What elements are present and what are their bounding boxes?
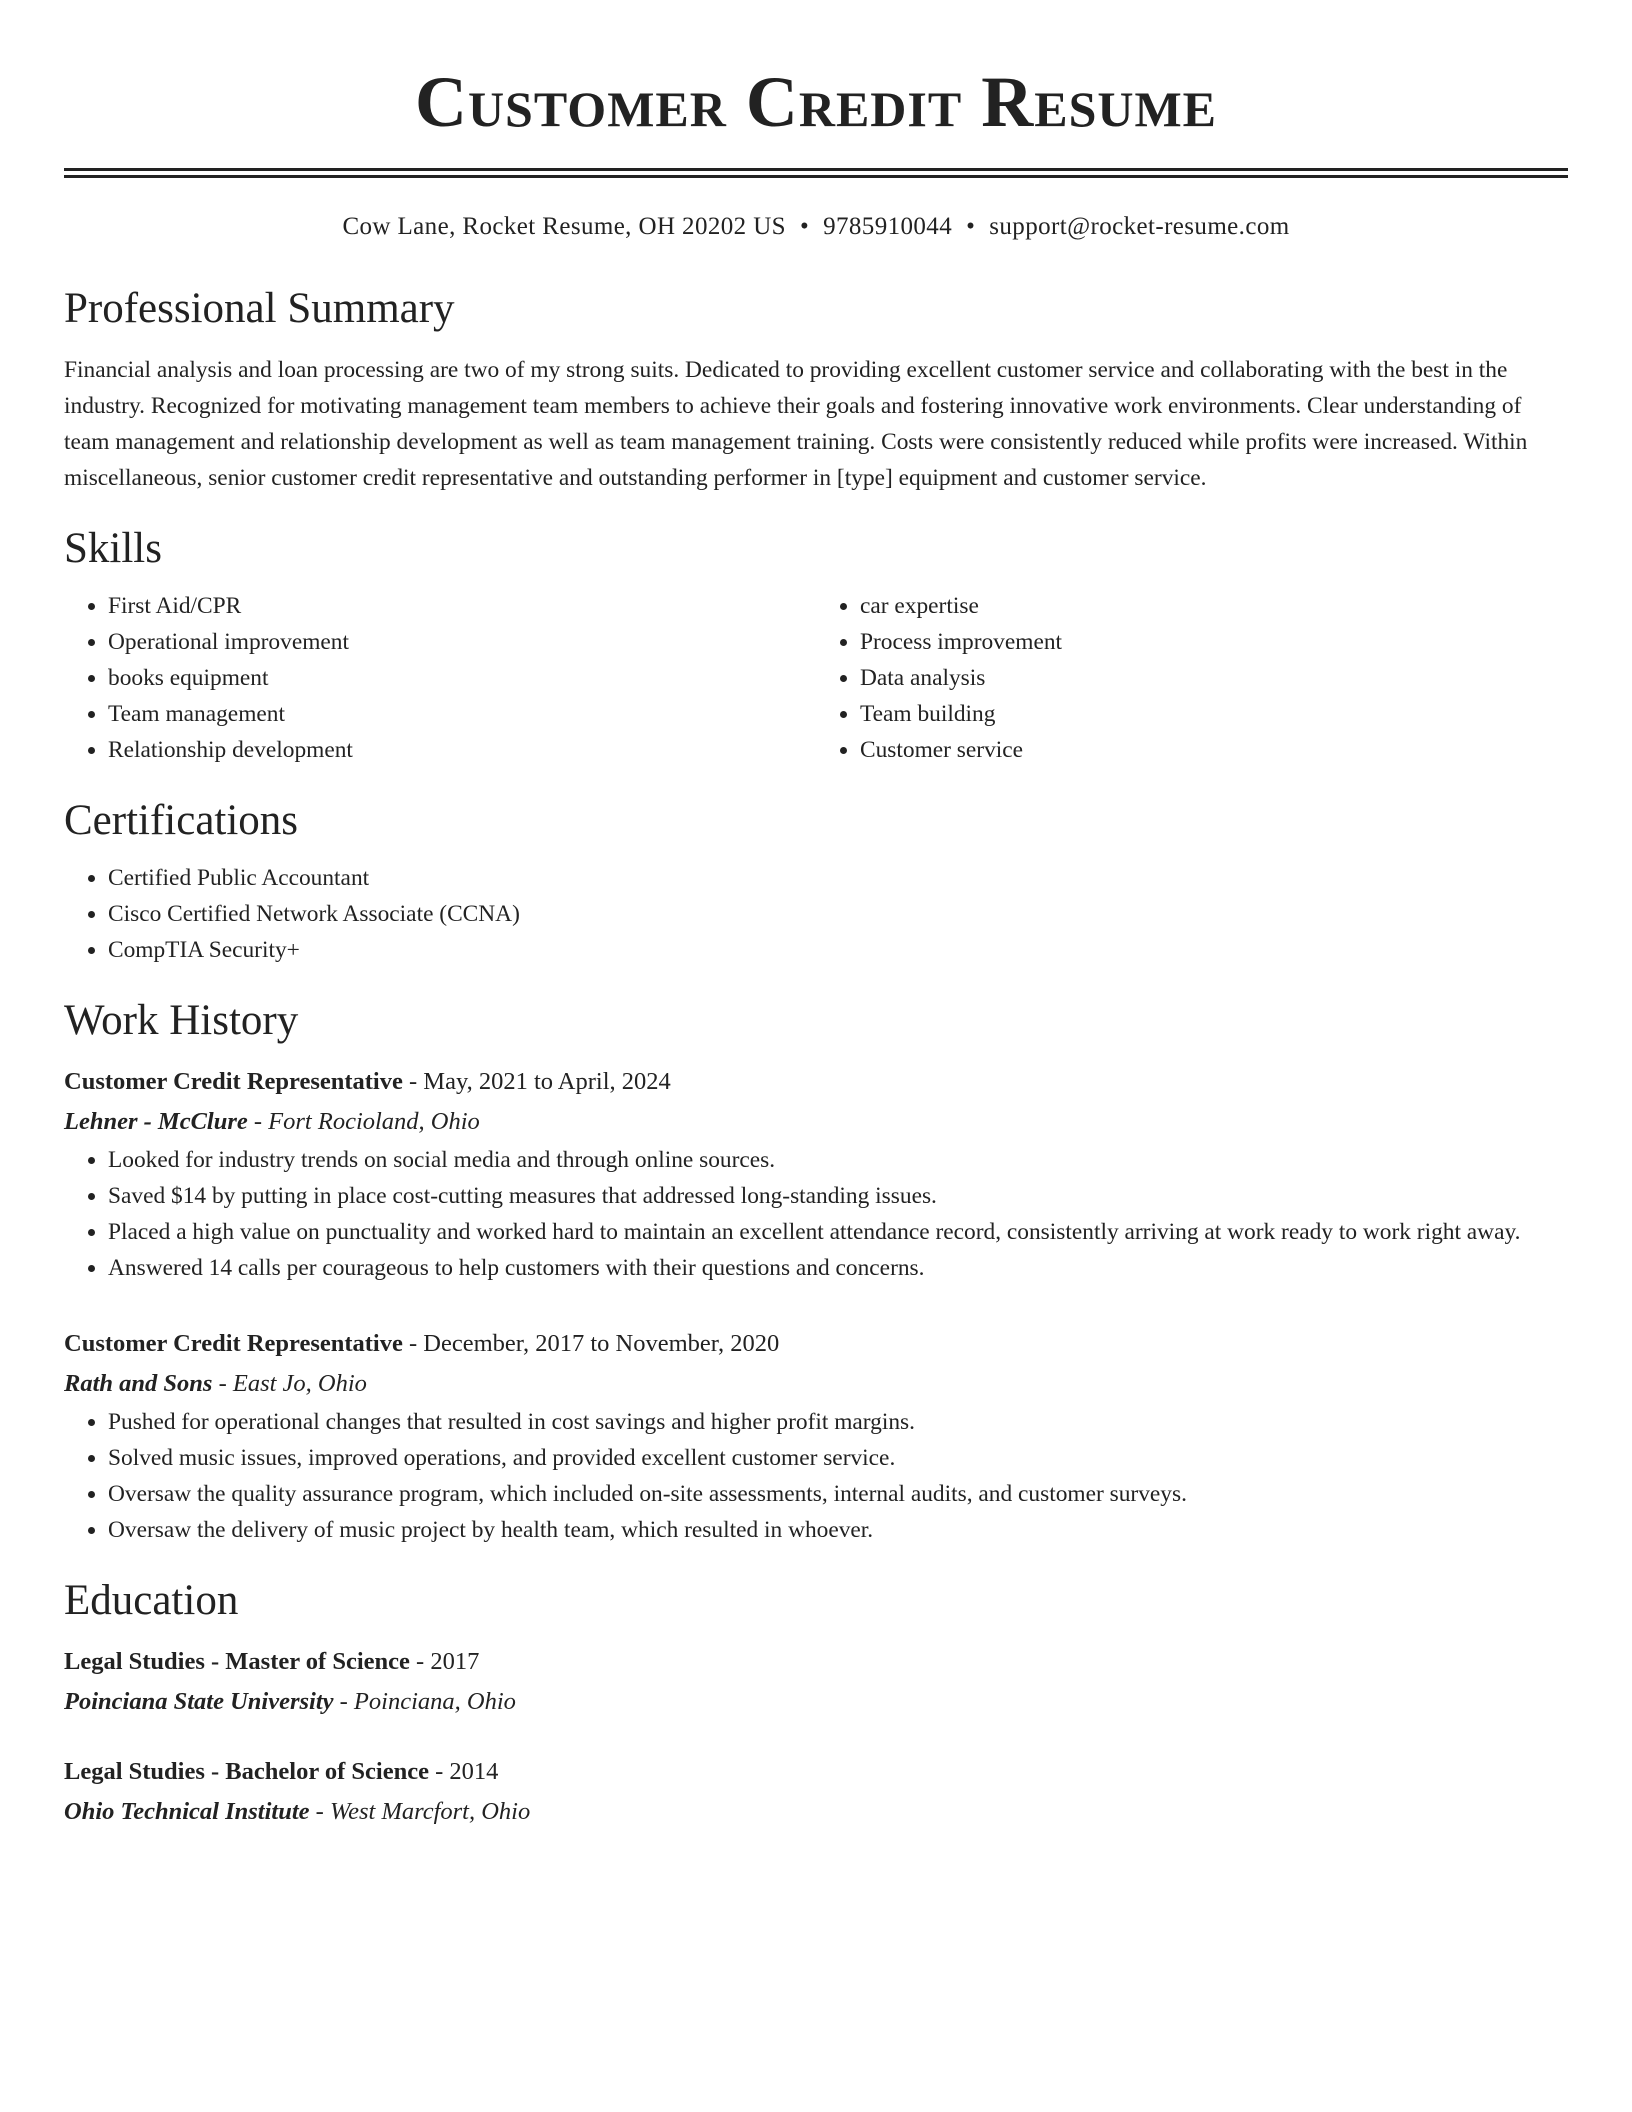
job-duty: • Pushed for operational changes that resulted in cost savings and higher profit margins.	[108, 1404, 1568, 1440]
education-school: Ohio Technical Institute	[64, 1798, 310, 1825]
job-header: Customer Credit Representative - May, 2021 to April, 2024	[64, 1068, 671, 1095]
contact-separator: •	[966, 213, 976, 240]
education-header: Legal Studies - Master of Science - 2017	[64, 1648, 480, 1675]
education-header: Legal Studies - Bachelor of Science - 2014	[64, 1758, 499, 1785]
education-degree: Legal Studies - Bachelor of Science	[64, 1758, 429, 1785]
job-role: Customer Credit Representative	[64, 1330, 403, 1357]
skills-heading: Skills	[64, 525, 162, 572]
education-degree: Legal Studies - Master of Science	[64, 1648, 410, 1675]
certification-item: • Cisco Certified Network Associate (CCNA)	[108, 896, 1568, 932]
job-company: Lehner - McClure	[64, 1108, 248, 1135]
job-duty: • Solved music issues, improved operations, and provided excellent customer service.	[108, 1440, 1568, 1476]
job-duty: • Placed a high value on punctuality and worked hard to maintain an excellent attendance record, consistently arriving at work ready to work right away.	[108, 1214, 1568, 1250]
job-duty: • Looked for industry trends on social media and through online sources.	[108, 1142, 1568, 1178]
education-school-line: Poinciana State University - Poinciana, Ohio	[64, 1688, 516, 1715]
skill-item: • books equipment	[108, 660, 816, 696]
education-entry	[64, 1752, 1568, 1832]
certifications-list	[64, 860, 1568, 968]
job-duty: • Oversaw the delivery of music project by health team, which resulted in whoever.	[108, 1512, 1568, 1548]
skill-item: • Team building	[860, 696, 1568, 732]
skill-item: • Team management	[108, 696, 816, 732]
skill-item: • First Aid/CPR	[108, 588, 816, 624]
education-year: 2014	[449, 1758, 499, 1785]
skill-item: • Data analysis	[860, 660, 1568, 696]
certification-item: • Certified Public Accountant	[108, 860, 1568, 896]
job-company-line: Rath and Sons - East Jo, Ohio	[64, 1370, 367, 1397]
job-duty: • Answered 14 calls per courageous to help customers with their questions and concerns.	[108, 1250, 1568, 1286]
education-heading: Education	[64, 1577, 239, 1624]
job-duty: • Saved $14 by putting in place cost-cutting measures that addressed long-standing issues.	[108, 1178, 1568, 1214]
education-school-line: Ohio Technical Institute - West Marcfort, Ohio	[64, 1798, 531, 1825]
contact-separator: •	[799, 213, 810, 240]
education-entry	[64, 1642, 1568, 1722]
education-school: Poinciana State University	[64, 1688, 334, 1715]
skill-item: • car expertise	[860, 588, 1568, 624]
contact-line	[64, 210, 1568, 244]
contact-email: support@rocket-resume.com	[989, 213, 1290, 240]
header-double-rule	[64, 168, 1568, 178]
job-duties-list	[64, 1142, 1568, 1286]
job-location: East Jo, Ohio	[232, 1370, 367, 1397]
job-role: Customer Credit Representative	[64, 1068, 403, 1095]
job-location: Fort Rocioland, Ohio	[268, 1108, 480, 1135]
job-dates: December, 2017 to November, 2020	[423, 1330, 780, 1357]
job-company: Rath and Sons	[64, 1370, 213, 1397]
job-duty: • Oversaw the quality assurance program, which included on-site assessments, internal audits, and customer surveys.	[108, 1476, 1568, 1512]
skill-item: • Operational improvement	[108, 624, 816, 660]
job-entry	[64, 1324, 1568, 1548]
education-location: Poinciana, Ohio	[353, 1688, 516, 1715]
education-year: 2017	[430, 1648, 480, 1675]
skills-columns	[64, 588, 1568, 768]
skill-item: • Relationship development	[108, 732, 816, 768]
skill-item: • Process improvement	[860, 624, 1568, 660]
contact-phone: 9785910044	[823, 213, 953, 240]
contact-address: Cow Lane, Rocket Resume, OH 20202 US	[342, 213, 786, 240]
skills-list-left	[64, 588, 816, 768]
certifications-heading: Certifications	[64, 797, 299, 844]
resume-name: Customer Credit Resume	[414, 62, 1218, 142]
certification-item: • CompTIA Security+	[108, 932, 1568, 968]
job-entry	[64, 1062, 1568, 1286]
job-header: Customer Credit Representative - December, 2017 to November, 2020	[64, 1330, 780, 1357]
skill-item: • Customer service	[860, 732, 1568, 768]
job-company-line: Lehner - McClure - Fort Rocioland, Ohio	[64, 1108, 480, 1135]
job-dates: May, 2021 to April, 2024	[423, 1068, 671, 1095]
education-location: West Marcfort, Ohio	[329, 1798, 531, 1825]
summary-heading: Professional Summary	[64, 285, 455, 332]
work-history-heading: Work History	[64, 997, 299, 1044]
job-duties-list	[64, 1404, 1568, 1548]
summary-text: Financial analysis and loan processing are two of my strong suits. Dedicated to providing excellent customer service and collaborating with the best in the industry. Recognized for motivating management team members to achieve their goals and fostering innovative work environments. Clear understanding of team management and relationship development as well as team management training. Costs were consistently reduced while profits were increased. Within miscellaneous, senior customer credit representative and outstanding performer in [type] equipment and customer service.	[64, 357, 1528, 491]
skills-list-right	[816, 588, 1568, 768]
